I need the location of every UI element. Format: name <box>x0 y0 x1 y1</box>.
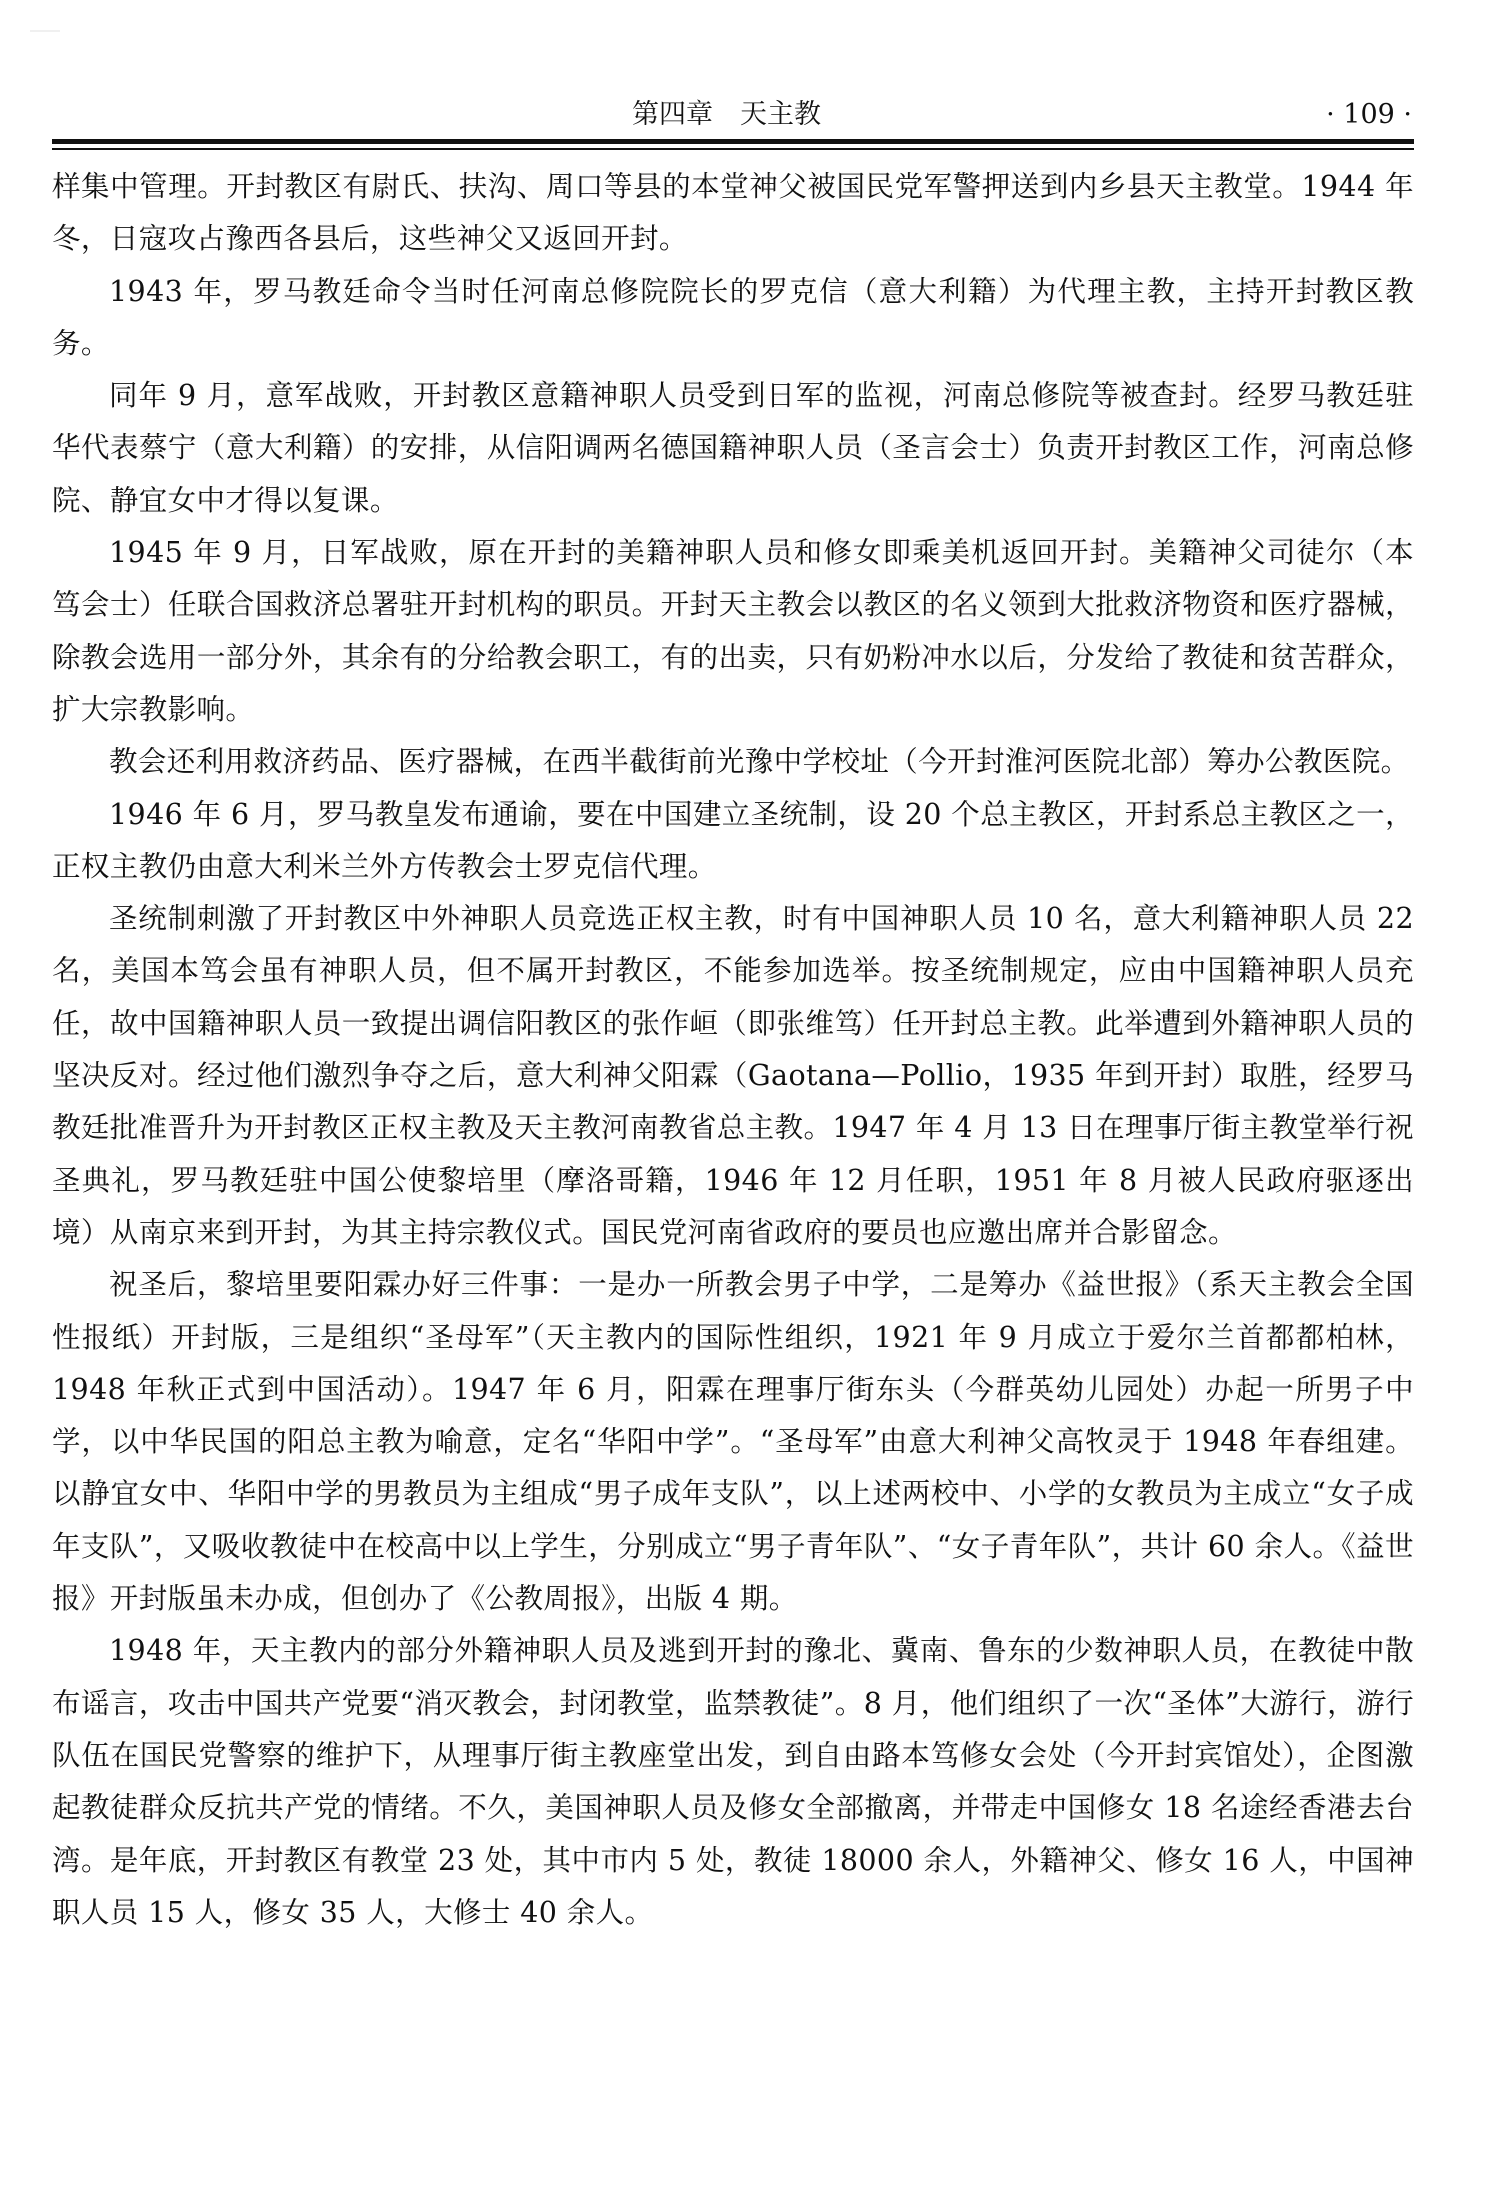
paragraph: 1946 年 6 月，罗马教皇发布通谕，要在中国建立圣统制，设 20 个总主教区，开封系总主教区之一，正权主教仍由意大利米兰外方传教会士罗克信代理。 <box>52 797 1414 883</box>
paragraph: 1945 年 9 月，日军战败，原在开封的美籍神职人员和修女即乘美机返回开封。美籍神父司徒尔（本笃会士）任联合国救济总署驻开封机构的职员。开封天主教会以教区的名义领到大批救济物资和医疗器械，除教会选用一部分外，其余有的分给教会职工，有的出卖，只有奶粉冲水以后，分发给了教徒和贫苦群众，扩大宗教影响。 <box>52 536 1414 726</box>
header-rule-thick <box>52 139 1414 144</box>
paragraph: 圣统制刺激了开封教区中外神职人员竞选正权主教，时有中国神职人员 10 名，意大利籍神职人员 22 名，美国本笃会虽有神职人员，但不属开封教区，不能参加选举。按圣统制规定，应由中国籍神职人员充任，故中国籍神职人员一致提出调信阳教区的张作峘（即张维笃）任开封总主教。此举遭到外籍神职人员的坚决反对。经过他们激烈争夺之后，意大利神父阳霖（Gaotana—Pollio，1935 年到开封）取胜，经罗马教廷批准晋升为开封教区正权主教及天主教河南教省总主教。1947 年 4 月 13 日在理事厅街主教堂举行祝圣典礼，罗马教廷驻中国公使黎培里（摩洛哥籍，1946 年 12 月任职，1951 年 8 月被人民政府驱逐出境）从南京来到开封，为其主持宗教仪式。国民党河南省政府的要员也应邀出席并合影留念。 <box>52 902 1414 1249</box>
paragraph: 同年 9 月，意军战败，开封教区意籍神职人员受到日军的监视，河南总修院等被查封。经罗马教廷驻华代表蔡宁（意大利籍）的安排，从信阳调两名德国籍神职人员（圣言会士）负责开封教区工作，河南总修院、静宜女中才得以复课。 <box>52 379 1414 517</box>
running-header <box>52 95 1412 139</box>
chapter-title: 第四章 天主教 <box>632 99 821 130</box>
paragraph: 1948 年，天主教内的部分外籍神职人员及逃到开封的豫北、冀南、鲁东的少数神职人员，在教徒中散布谣言，攻击中国共产党要“消灭教会，封闭教堂，监禁教徒”。8 月，他们组织了一次“圣体”大游行，游行队伍在国民党警察的维护下，从理事厅街主教座堂出发，到自由路本笃修女会处（今开封宾馆处），企图激起教徒群众反抗共产党的情绪。不久，美国神职人员及修女全部撤离，并带走中国修女 18 名途经香港去台湾。是年底，开封教区有教堂 23 处，其中市内 5 处，教徒 18000 余人，外籍神父、修女 16 人，中国神职人员 15 人，修女 35 人，大修士 40 余人。 <box>52 1634 1414 1929</box>
body-text <box>52 161 1414 1939</box>
paragraph: 1943 年，罗马教廷命令当时任河南总修院院长的罗克信（意大利籍）为代理主教，主持开封教区教务。 <box>52 274 1414 360</box>
paragraph: 祝圣后，黎培里要阳霖办好三件事：一是办一所教会男子中学，二是筹办《益世报》（系天主教会全国性报纸）开封版，三是组织“圣母军”（天主教内的国际性组织，1921 年 9 月成立于爱尔兰首都都柏林，1948 年秋正式到中国活动）。1947 年 6 月，阳霖在理事厅街东头（今群英幼儿园处）办起一所男子中学，以中华民国的阳总主教为喻意，定名“华阳中学”。“圣母军”由意大利神父高牧灵于 1948 年春组建。以静宜女中、华阳中学的男教员为主组成“男子成年支队”，以上述两校中、小学的女教员为主成立“女子成年支队”，又吸收教徒中在校高中以上学生，分别成立“男子青年队”、“女子青年队”，共计 60 余人。《益世报》开封版虽未办成，但创办了《公教周报》，出版 4 期。 <box>52 1268 1414 1616</box>
scan-speck <box>30 30 60 32</box>
paragraph: 样集中管理。开封教区有尉氏、扶沟、周口等县的本堂神父被国民党军警押送到内乡县天主教堂。1944 年冬，日寇攻占豫西各县后，这些神父又返回开封。 <box>52 170 1414 256</box>
header-rule-thin <box>52 148 1414 150</box>
paragraph: 教会还利用救济药品、医疗器械，在西半截街前光豫中学校址（今开封淮河医院北部）筹办公教医院。 <box>109 745 1410 779</box>
page-number: · 109 · <box>1326 99 1412 130</box>
